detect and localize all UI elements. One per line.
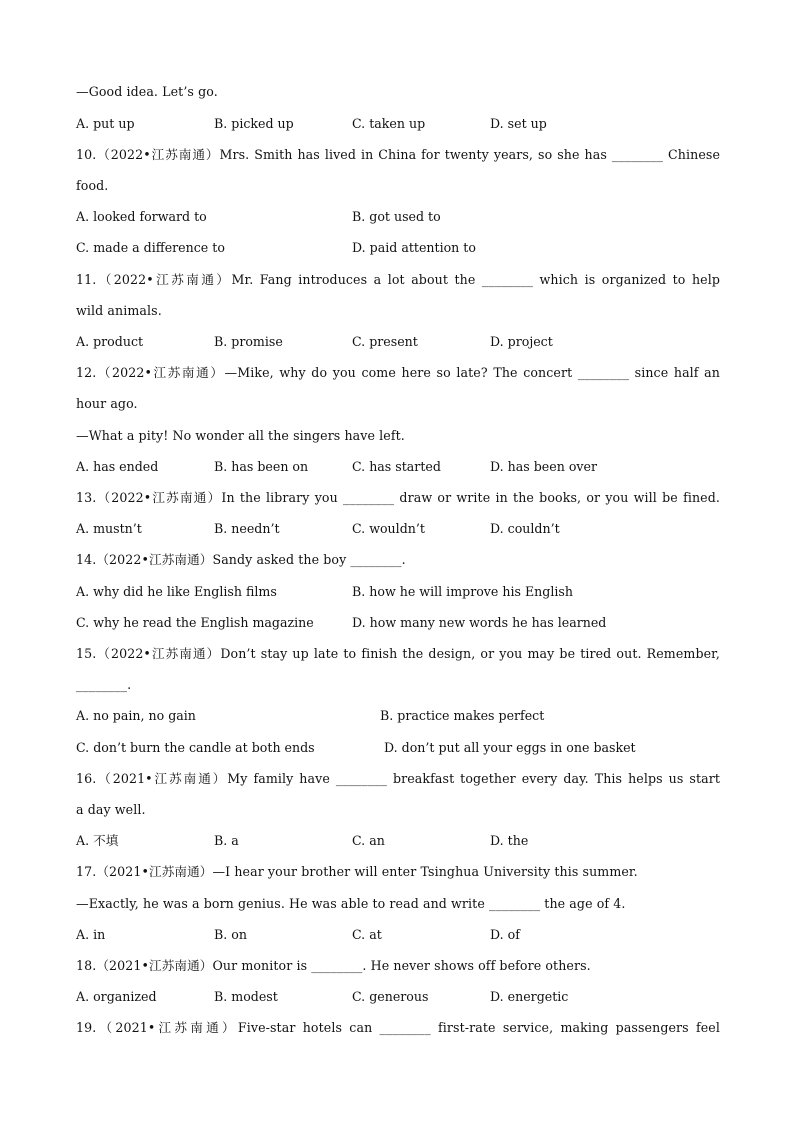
q13-option-c: C. wouldn’t — [352, 521, 425, 536]
q18-stem: 18.（2021•江苏南通）Our monitor is ________. He never shows off before others. — [76, 958, 591, 973]
q9-option-d: D. set up — [490, 116, 547, 131]
q18-option-b: B. modest — [214, 989, 278, 1004]
q13-option-a: A. mustn’t — [76, 521, 142, 536]
q18-option-a: A. organized — [76, 989, 157, 1004]
q9-dialogue-line: —Good idea. Let’s go. — [76, 84, 218, 99]
q15-option-d: D. don’t put all your eggs in one basket — [384, 740, 636, 755]
q15-option-a: A. no pain, no gain — [76, 708, 196, 723]
q10-option-b: B. got used to — [352, 209, 441, 224]
q16-stem: 16.（2021•江苏南通）My family have ________ breakfast together every day. This helps us start — [76, 771, 720, 786]
q14-option-c: C. why he read the English magazine — [76, 615, 314, 630]
q12-stem: 12.（2022•江苏南通）—Mike, why do you come here so late? The concert ________ since half an — [76, 365, 720, 380]
q12-option-b: B. has been on — [214, 459, 309, 474]
q9-option-a: A. put up — [76, 116, 135, 131]
q12-option-d: D. has been over — [490, 459, 597, 474]
q16-option-d: D. the — [490, 833, 529, 848]
q12-dialogue-line: —What a pity! No wonder all the singers have left. — [76, 428, 405, 443]
q14-stem: 14.（2022•江苏南通）Sandy asked the boy ________. — [76, 552, 406, 567]
q15-option-c: C. don’t burn the candle at both ends — [76, 740, 315, 755]
q10-option-d: D. paid attention to — [352, 240, 476, 255]
q14-option-d: D. how many new words he has learned — [352, 615, 607, 630]
q15-option-b: B. practice makes perfect — [380, 708, 545, 723]
q11-option-d: D. project — [490, 334, 553, 349]
q16-option-b: B. a — [214, 833, 239, 848]
q11-option-b: B. promise — [214, 334, 283, 349]
q10-option-c: C. made a difference to — [76, 240, 225, 255]
q11-option-a: A. product — [76, 334, 144, 349]
q10-option-a: A. looked forward to — [76, 209, 207, 224]
q16-option-c: C. an — [352, 833, 385, 848]
q16-option-a: A. 不填 — [76, 833, 119, 848]
q17-option-c: C. at — [352, 927, 382, 942]
q16-stem-cont: a day well. — [76, 802, 146, 817]
q11-stem: 11.（2022•江苏南通）Mr. Fang introduces a lot about the ________ which is organized to help — [76, 272, 720, 287]
q13-option-d: D. couldn’t — [490, 521, 560, 536]
q17-dialogue-line: —Exactly, he was a born genius. He was able to read and write ________ the age of 4. — [76, 896, 626, 911]
q12-option-a: A. has ended — [76, 459, 159, 474]
q19-stem: 19.（2021•江苏南通）Five-star hotels can ________ first-rate service, making passengers feel — [76, 1020, 720, 1035]
q11-stem-cont: wild animals. — [76, 303, 162, 318]
q9-option-b: B. picked up — [214, 116, 294, 131]
q10-stem-cont: food. — [76, 178, 109, 193]
q14-option-b: B. how he will improve his English — [352, 584, 573, 599]
q17-option-d: D. of — [490, 927, 520, 942]
q17-option-a: A. in — [76, 927, 106, 942]
q11-option-c: C. present — [352, 334, 418, 349]
q13-option-b: B. needn’t — [214, 521, 280, 536]
q17-option-b: B. on — [214, 927, 247, 942]
q15-stem-cont: ________. — [76, 677, 132, 692]
q12-stem-cont: hour ago. — [76, 396, 138, 411]
q17-stem: 17.（2021•江苏南通）—I hear your brother will enter Tsinghua University this summer. — [76, 864, 638, 879]
q15-stem: 15.（2022•江苏南通）Don’t stay up late to finish the design, or you may be tired out. Remember, — [76, 646, 720, 661]
q14-option-a: A. why did he like English films — [76, 584, 277, 599]
q13-stem: 13.（2022•江苏南通）In the library you ________ draw or write in the books, or you will be fined. — [76, 490, 720, 505]
q18-option-d: D. energetic — [490, 989, 569, 1004]
q12-option-c: C. has started — [352, 459, 441, 474]
q18-option-c: C. generous — [352, 989, 429, 1004]
q9-option-c: C. taken up — [352, 116, 426, 131]
q10-stem: 10.（2022•江苏南通）Mrs. Smith has lived in China for twenty years, so she has ________ Chinese — [76, 147, 720, 162]
